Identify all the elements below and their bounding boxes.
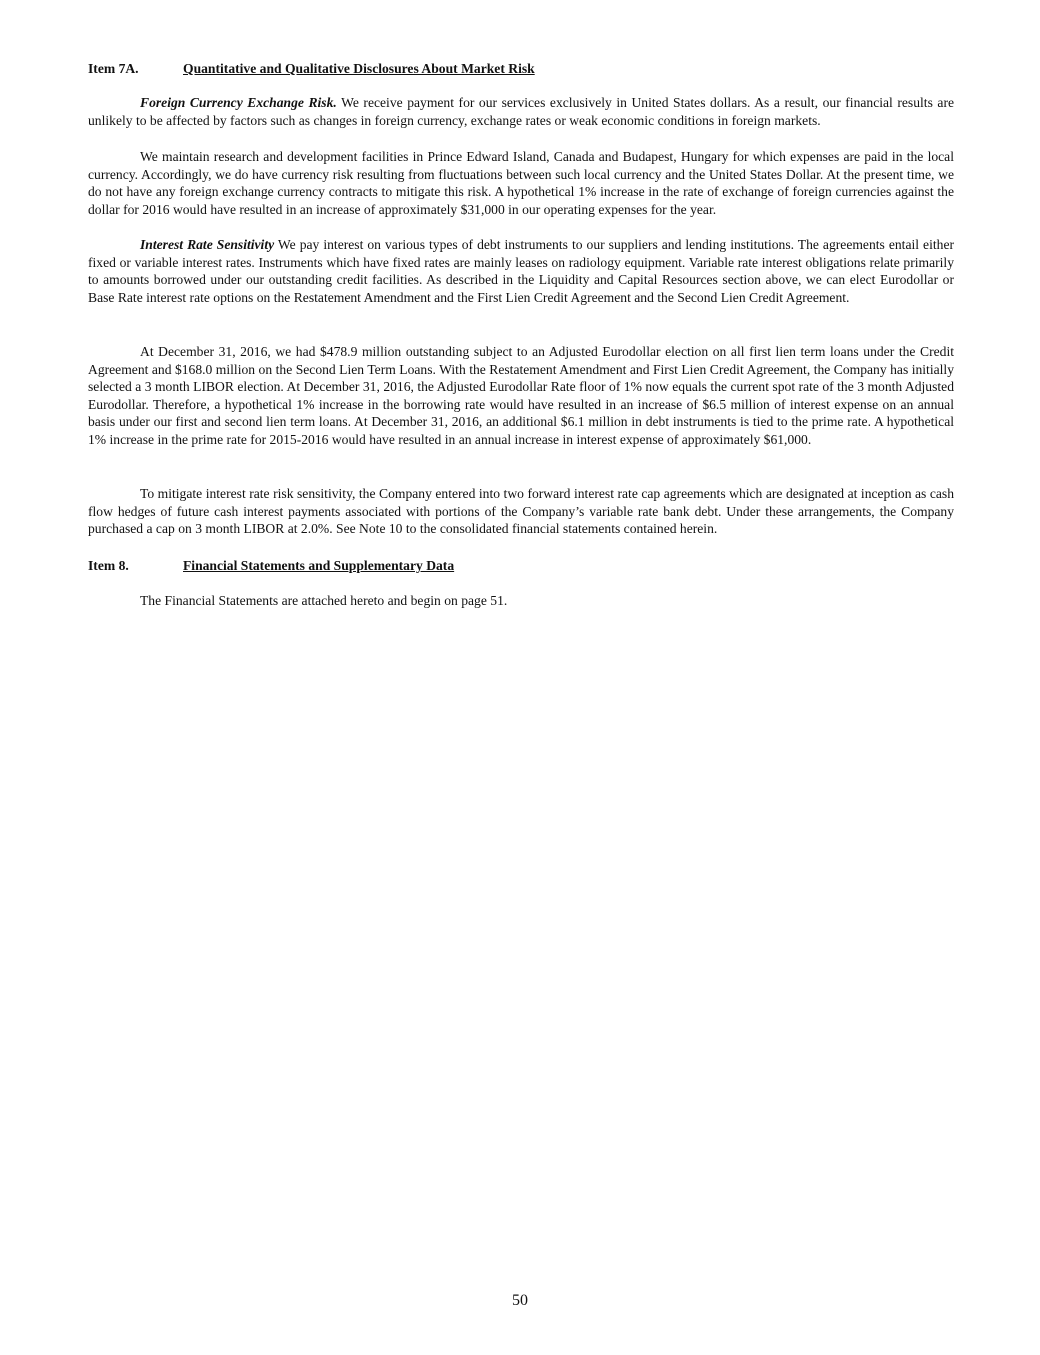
paragraph-text-rate-cap: To mitigate interest rate risk sensitivity, the Company entered into two forward interest rate cap agreements which are designated at inception as cash flow hedges of future cash interest payments associated with portions of the Company’s variable rate bank debt. Under these arrangements, the Company purchased a cap on 3 month LIBOR at 2.0%. See Note 10 to the consolidated financial statements contained herein.	[88, 486, 954, 537]
page-number: 50	[512, 1292, 528, 1309]
paragraph-rnd-facilities	[88, 148, 954, 218]
paragraph-outstanding-loans	[88, 343, 954, 449]
paragraph-text-outstanding-loans: At December 31, 2016, we had $478.9 million outstanding subject to an Adjusted Eurodollar election on all first lien term loans under the Credit Agreement and $168.0 million on the Second Lien Term Loans. With the Restatement Amendment and First Lien Credit Agreement, the Company has initially selected a 3 month LIBOR election. At December 31, 2016, the Adjusted Eurodollar Rate floor of 1% now equals the current spot rate of the 3 month Adjusted Eurodollar. Therefore, a hypothetical 1% increase in the borrowing rate would have resulted in an increase of $6.5 million of interest expense on an annual basis under our first and second lien term loans. At December 31, 2016, an additional $6.1 million in debt instruments is tied to the prime rate. A hypothetical 1% increase in the prime rate for 2015-2016 would have resulted in an annual increase in interest expense of approximately $61,000.	[88, 344, 954, 447]
paragraph-lead-interest-rate: Interest Rate Sensitivity	[140, 237, 275, 252]
paragraph-rate-cap	[88, 485, 954, 538]
item-8-heading	[88, 557, 948, 577]
paragraph-text-financial-statements: The Financial Statements are attached hereto and begin on page 51.	[140, 593, 508, 608]
paragraph-text-interest-rate: We pay interest on various types of debt instruments to our suppliers and lending institutions. The agreements entail either fixed or variable interest rates. Instruments which have fixed rates are mainly leases on radiology equipment. Variable rate interest obligations relate primarily to amounts borrowed under our outstanding credit facilities. As described in the Liquidity and Capital Resources section above, we can elect Eurodollar or Base Rate interest rate options on the Restatement Amendment and the First Lien Credit Agreement and the Second Lien Credit Agreement.	[88, 237, 954, 305]
paragraph-lead-foreign-currency: Foreign Currency Exchange Risk.	[140, 95, 337, 110]
item-8-number: Item 8.	[88, 558, 129, 573]
item-7a-heading	[88, 60, 948, 80]
item-8-title: Financial Statements and Supplementary Data	[183, 558, 455, 573]
paragraph-text-rnd-facilities: We maintain research and development facilities in Prince Edward Island, Canada and Budapest, Hungary for which expenses are paid in the local currency. Accordingly, we do have currency risk resulting from fluctuations between such local currency and the United States Dollar. At the present time, we do not have any foreign exchange currency contracts to mitigate this risk. A hypothetical 1% increase in the rate of exchange of foreign currencies against the dollar for 2016 would have resulted in an increase of approximately $31,000 in our operating expenses for the year.	[88, 149, 954, 217]
item-7a-title: Quantitative and Qualitative Disclosures About Market Risk	[183, 61, 535, 76]
paragraph-foreign-currency	[88, 94, 954, 129]
item-7a-number: Item 7A.	[88, 61, 139, 76]
paragraph-text-foreign-currency: We receive payment for our services exclusively in United States dollars. As a result, our financial results are unlikely to be affected by factors such as changes in foreign currency, exchange rates or weak economic conditions in foreign markets.	[88, 95, 954, 128]
paragraph-interest-rate	[88, 236, 954, 306]
paragraph-financial-statements	[88, 592, 954, 610]
